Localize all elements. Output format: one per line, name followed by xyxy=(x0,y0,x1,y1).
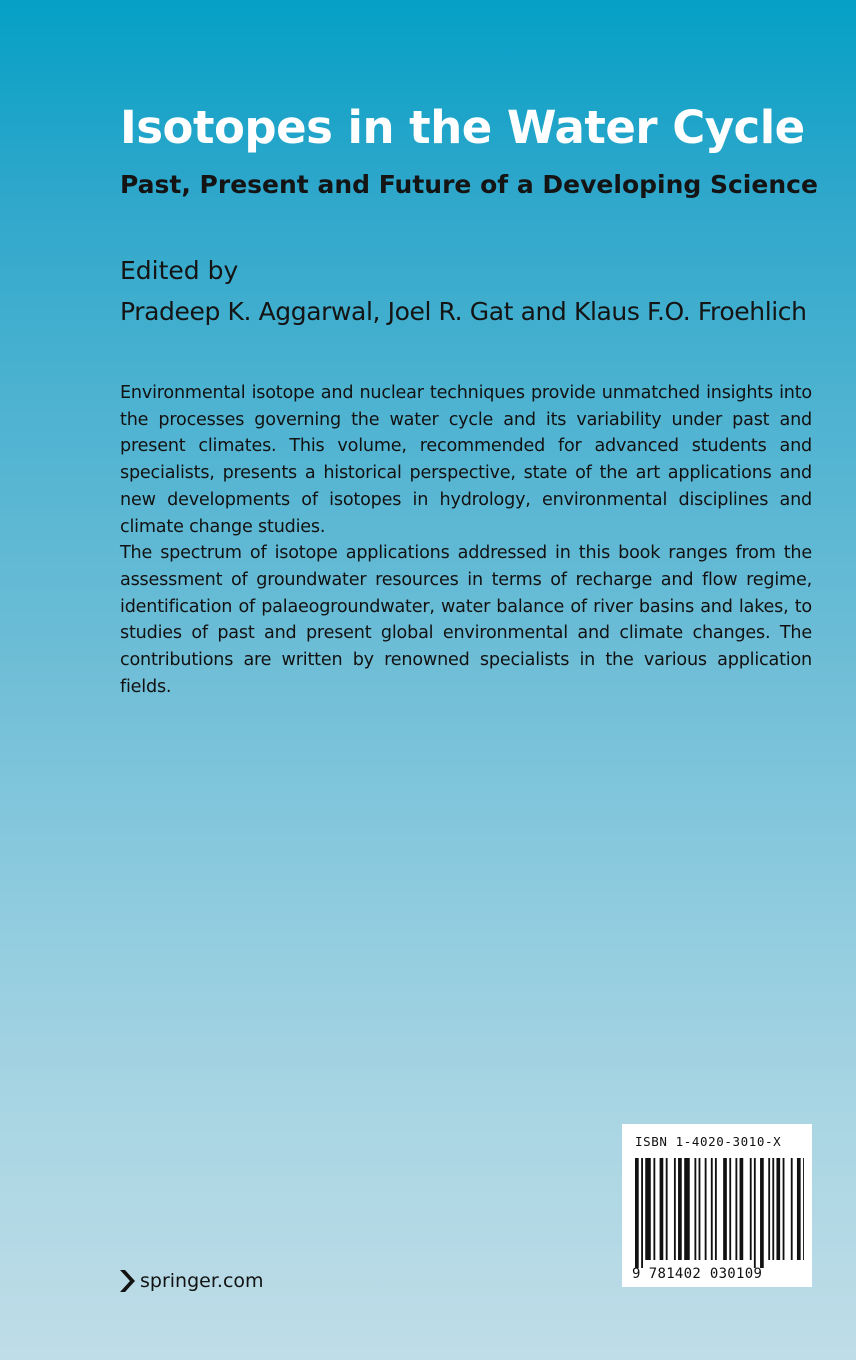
barcode-bar xyxy=(768,1158,770,1260)
barcode-bar xyxy=(645,1158,651,1260)
chevron-right-icon xyxy=(118,1268,136,1294)
barcode-bar xyxy=(729,1158,731,1260)
publisher-link[interactable] xyxy=(118,1268,264,1294)
isbn-label: ISBN 1-4020-3010-X xyxy=(635,1134,782,1149)
barcode-bar xyxy=(754,1158,756,1268)
barcode-bar xyxy=(750,1158,752,1260)
barcode-bar xyxy=(653,1158,655,1260)
ean-number: 781402 030109 xyxy=(648,1266,763,1282)
barcode-bar xyxy=(772,1158,774,1260)
book-subtitle: Past, Present and Future of a Developing Science xyxy=(120,170,818,199)
barcode-bar xyxy=(776,1158,780,1260)
barcode-bar xyxy=(641,1158,643,1268)
barcode-bar xyxy=(723,1158,727,1260)
barcode-bar xyxy=(760,1158,764,1268)
editors-names: Pradeep K. Aggarwal, Joel R. Gat and Klaus F.O. Froehlich xyxy=(120,297,807,326)
barcode-bar xyxy=(666,1158,668,1260)
ean-first-digit: 9 xyxy=(632,1266,641,1282)
barcode-bar xyxy=(797,1158,801,1260)
description-paragraph-1: Environmental isotope and nuclear techniques provide unmatched insights into the processes governing the water cycle and its variability under past and present climates. This volume, recommended for advanced students and specialists, presents a historical perspective, state of the art applications and new developments of isotopes in hydrology, environmental disciplines and climate change studies. xyxy=(120,383,812,537)
edited-by-label: Edited by xyxy=(120,256,239,285)
description-paragraph-2: The spectrum of isotope applications addressed in this book ranges from the assessment of groundwater resources in terms of recharge and flow regime, identification of palaeogroundwater, water balance of river basins and lakes, to studies of past and present global environmental and climate changes. The contributions are written by renowned specialists in the various application fields. xyxy=(120,543,812,697)
barcode-bar xyxy=(740,1158,744,1260)
ean-digits xyxy=(632,1266,762,1282)
barcode-bar xyxy=(791,1158,793,1260)
barcode-bar xyxy=(699,1158,701,1260)
barcode-bar xyxy=(715,1158,717,1260)
barcode-bar xyxy=(694,1158,696,1260)
barcode-bar xyxy=(678,1158,682,1260)
isbn-barcode xyxy=(622,1124,812,1287)
barcode-bar xyxy=(674,1158,676,1260)
book-description xyxy=(120,380,812,700)
barcode-bar xyxy=(783,1158,785,1260)
barcode-bars xyxy=(632,1158,804,1268)
barcode-bar xyxy=(711,1158,713,1260)
barcode-bar xyxy=(660,1158,664,1260)
barcode-bar xyxy=(635,1158,639,1268)
publisher-website: springer.com xyxy=(140,1270,264,1292)
barcode-bar xyxy=(735,1158,737,1260)
barcode-bar xyxy=(705,1158,707,1260)
book-title: Isotopes in the Water Cycle xyxy=(120,101,805,154)
barcode-bar xyxy=(803,1158,804,1260)
barcode-bar xyxy=(684,1158,690,1260)
